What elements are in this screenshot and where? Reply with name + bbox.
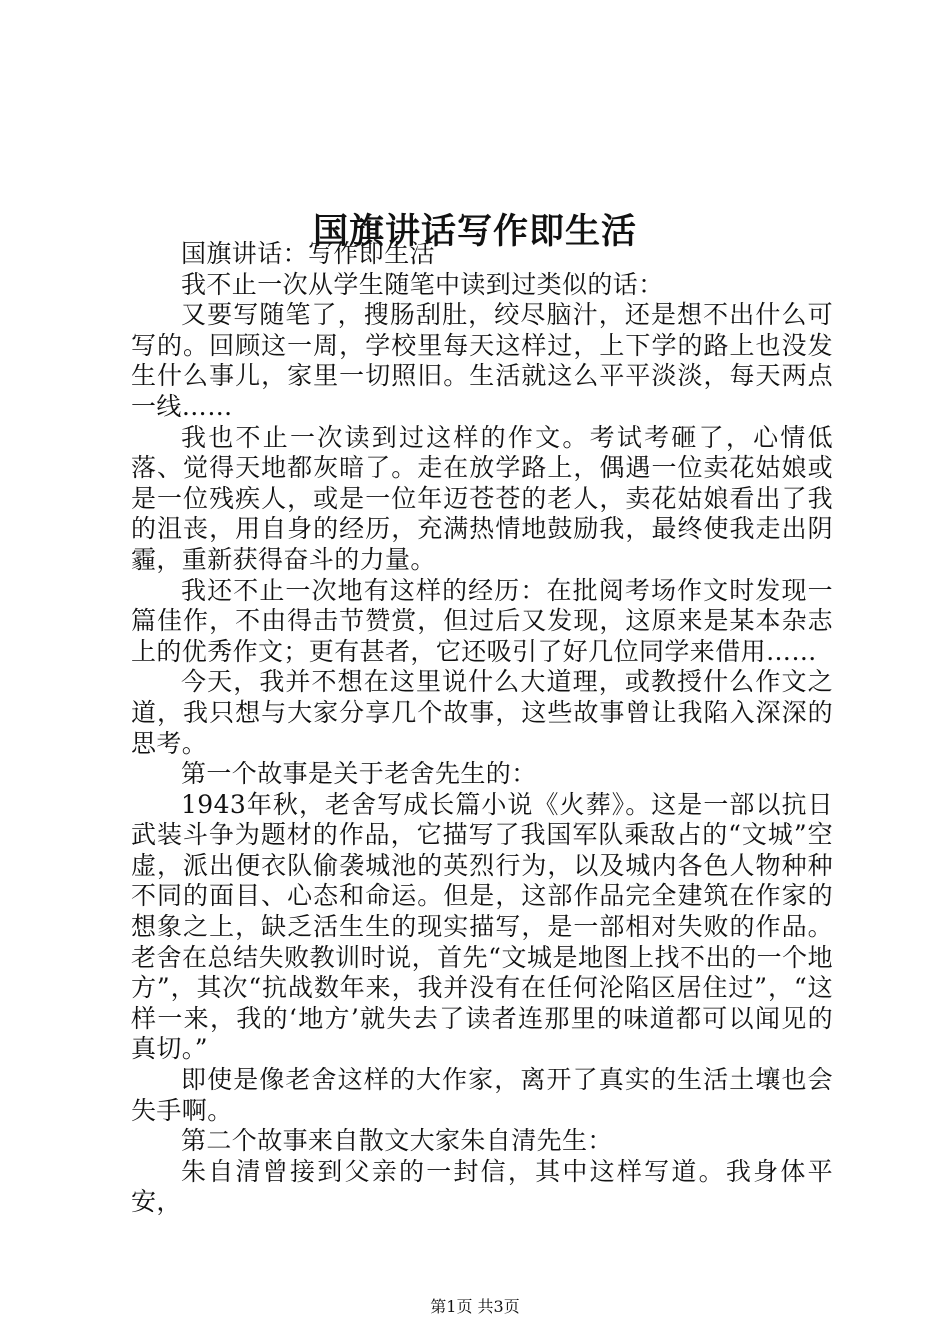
paragraph-exam-experience: 我还不止一次地有这样的经历：在批阅考场作文时发现一篇佳作，不由得击节赞赏，但过后又发现，这原来是某本杂志上的优秀作文；更有甚者，它还吸引了好几位同学来借用…… (131, 575, 833, 666)
document-title: 国旗讲话写作即生活 (312, 211, 637, 253)
paragraph-zhu-ziqing-story: 朱自清曾接到父亲的一封信，其中这样写道。我身体平安， (131, 1156, 833, 1217)
paragraph-today: 今天，我并不想在这里说什么大道理，或教授什么作文之道，我只想与大家分享几个故事，这些故事曾让我陷入深深的思考。 (131, 667, 833, 758)
paragraph-student-quote: 又要写随笔了，搜肠刮肚，绞尽脑汁，还是想不出什么可写的。回顾这一周，学校里每天这样过，上下学的路上也没发生什么事儿，家里一切照旧。生活就这么平平淡淡，每天两点一线…… (131, 300, 833, 421)
paragraph-story-two-heading: 第二个故事来自散文大家朱自清先生： (181, 1126, 613, 1156)
document-body (131, 239, 833, 1218)
paragraph-lao-she-conclusion: 即使是像老舍这样的大作家，离开了真实的生活土壤也会失手啊。 (131, 1065, 833, 1125)
paragraph-intro: 我不止一次从学生随笔中读到过类似的话： (181, 269, 664, 299)
paragraph-subtitle: 国旗讲话：写作即生活 (181, 239, 436, 268)
paragraph-essay-example: 我也不止一次读到过这样的作文。考试考砸了，心情低落、觉得天地都灰暗了。走在放学路上，偶遇一位卖花姑娘或是一位残疾人，或是一位年迈苍苍的老人，卖花姑娘看出了我的沮丧，用自身的经历，充满热情地鼓励我，最终使我走出阴霾，重新获得奋斗的力量。 (131, 422, 833, 574)
paragraph-story-one-heading: 第一个故事是关于老舍先生的： (181, 759, 537, 789)
paragraph-lao-she-story: 1943年秋，老舍写成长篇小说《火葬》。这是一部以抗日武装斗争为题材的作品，它描写了我国军队乘敌占的“文城”空虚，派出便衣队偷袭城池的英烈行为，以及城内各色人物种种不同的面目、心态和命运。但是，这部作品完全建筑在作家的想象之上，缺乏活生生的现实描写，是一部相对失败的作品。老舍在总结失败教训时说，首先“文城是地图上找不出的一个地方”，其次“抗战数年来，我并没有在任何沦陷区居住过”，“这样一来，我的‘地方’就失去了读者连那里的味道都可以闻见的真切。” (131, 789, 833, 1064)
page-footer: 第1页 共3页 (430, 1297, 520, 1316)
